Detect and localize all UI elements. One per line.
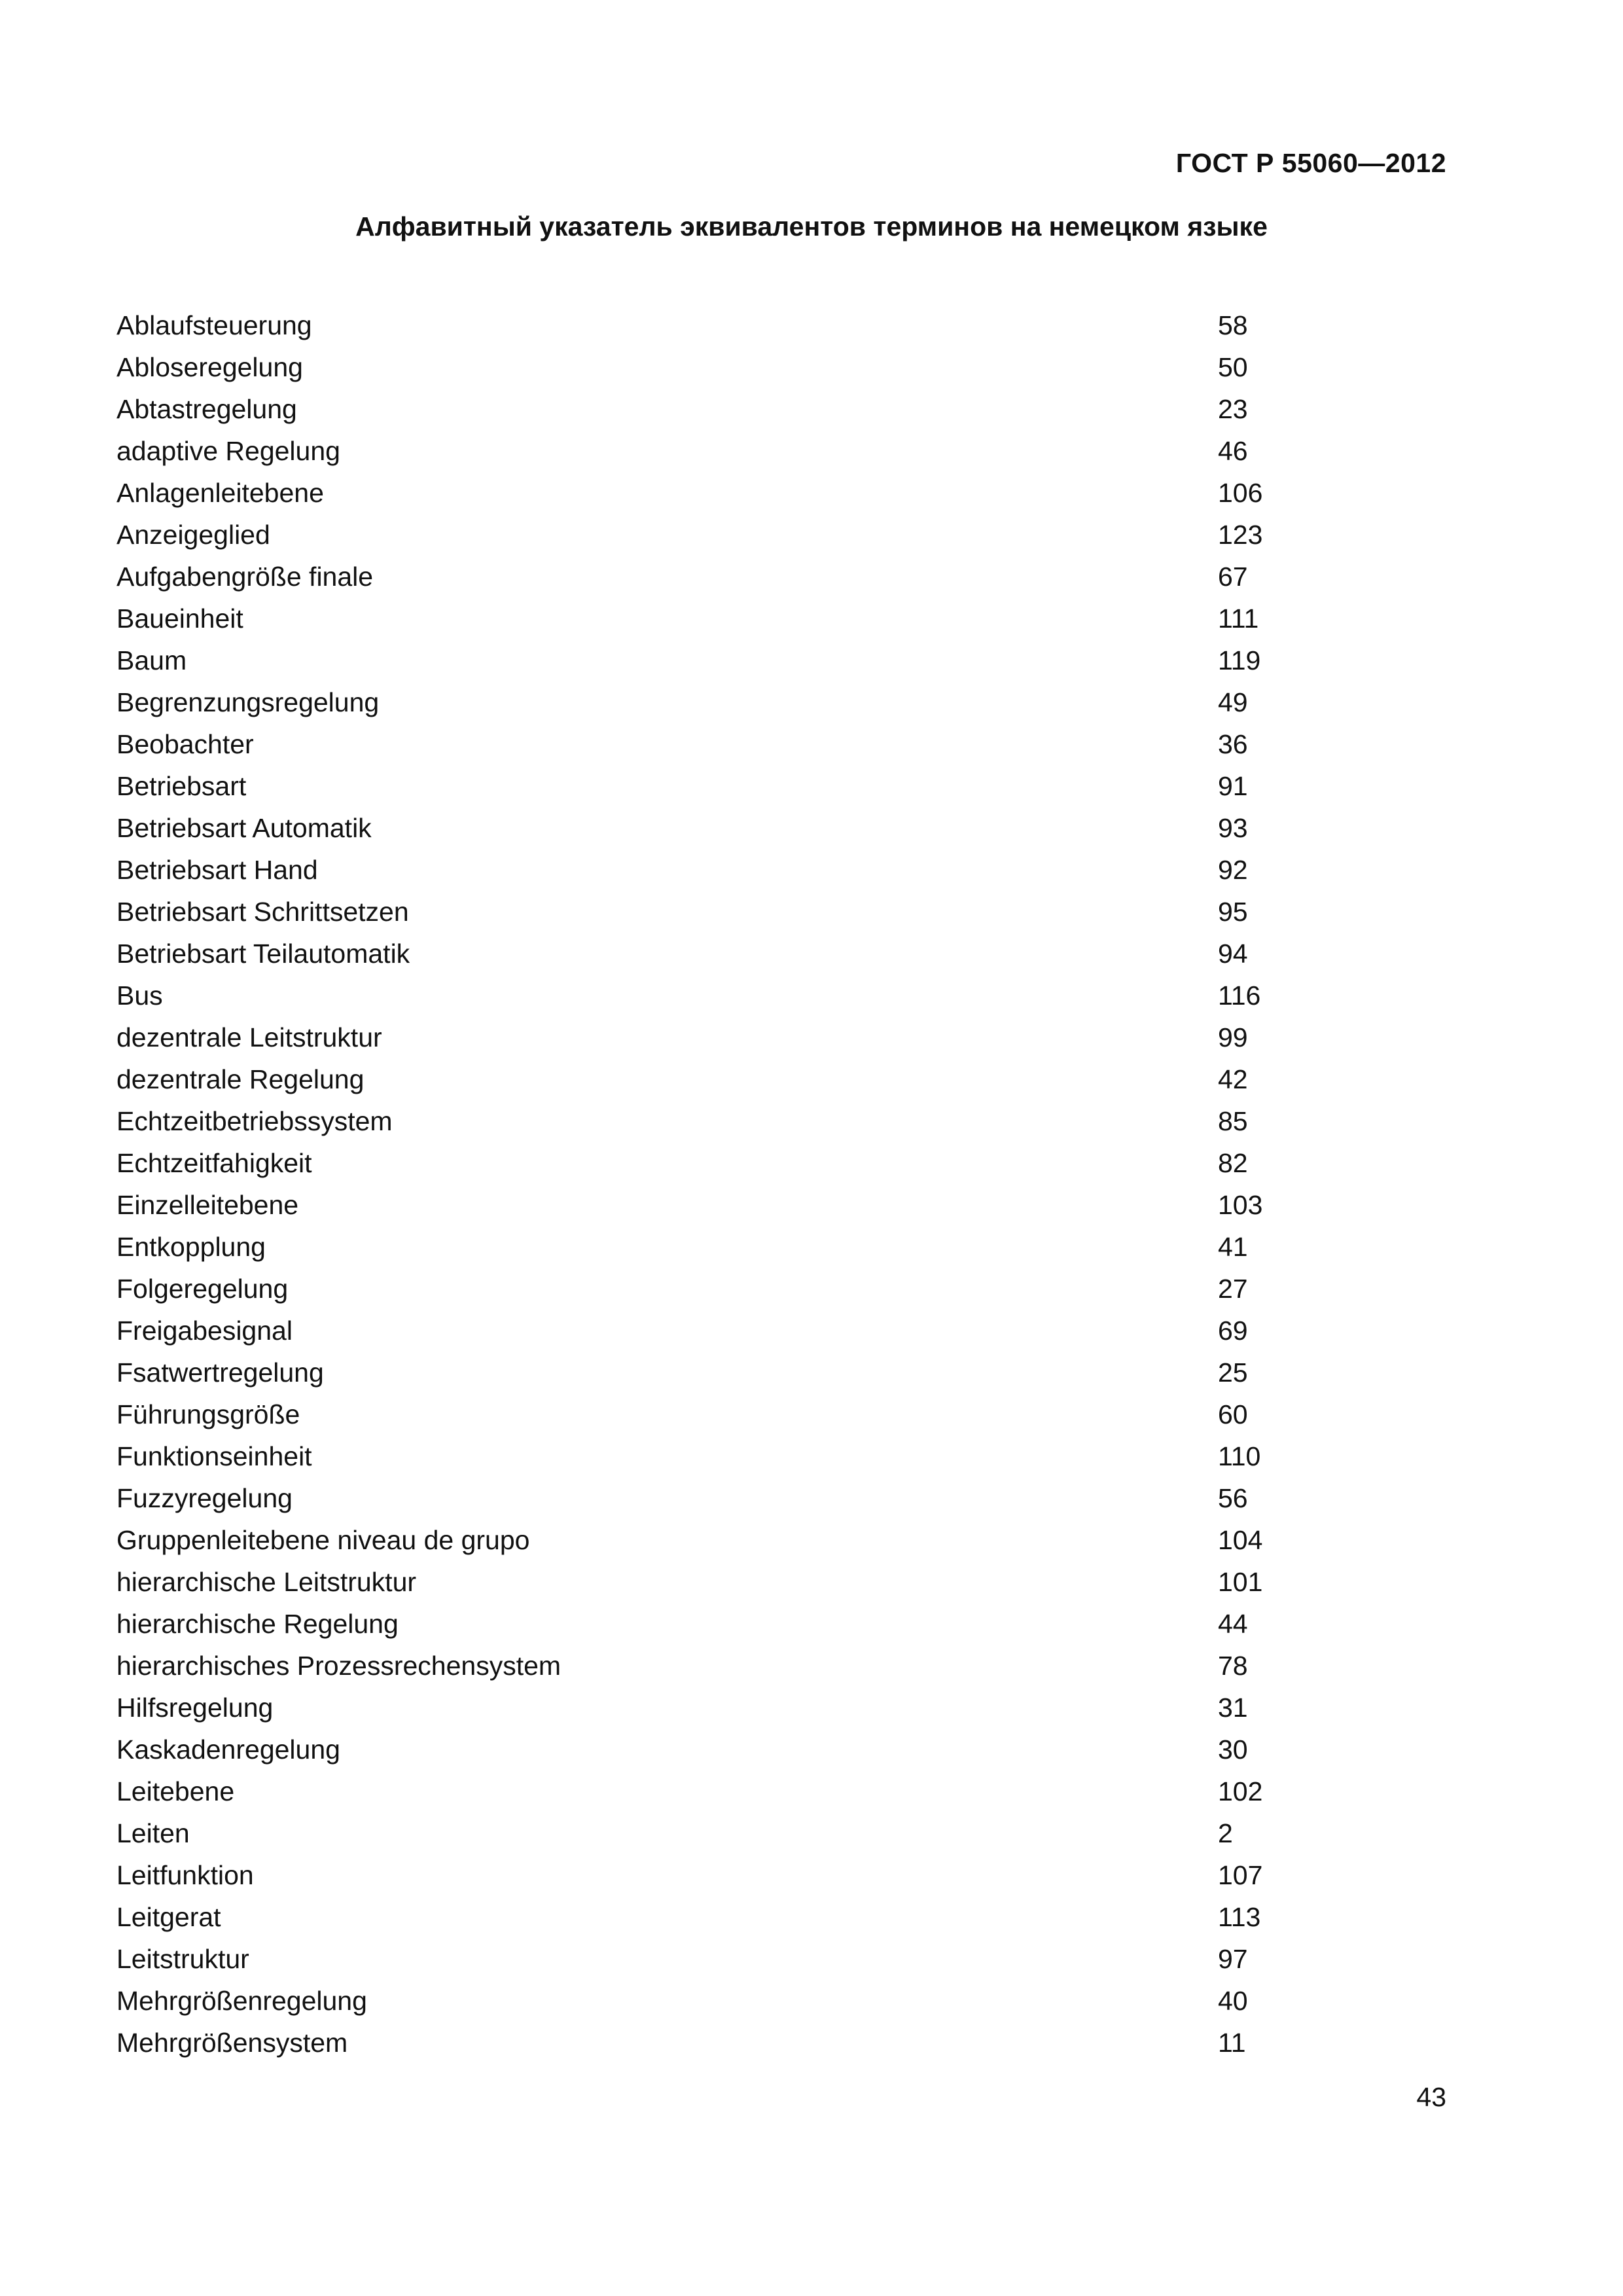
index-entry — [116, 1854, 1446, 1896]
index-term-number: 106 — [1218, 478, 1263, 508]
index-term-number: 91 — [1218, 771, 1248, 801]
index-term: Betriebsart Teilautomatik — [116, 939, 410, 969]
index-term: Baum — [116, 645, 187, 675]
index-entry — [116, 1142, 1446, 1184]
index-entry — [116, 933, 1446, 975]
index-term-number: 99 — [1218, 1022, 1248, 1052]
index-entry — [116, 1645, 1446, 1687]
index-entry — [116, 765, 1446, 807]
index-entry — [116, 430, 1446, 472]
index-term: Ablaufsteuerung — [116, 310, 312, 340]
index-term: Anlagenleitebene — [116, 478, 324, 508]
index-entry — [116, 807, 1446, 849]
index-entry — [116, 388, 1446, 430]
index-entry — [116, 639, 1446, 681]
index-entry — [116, 1352, 1446, 1393]
index-term: Beobachter — [116, 729, 254, 759]
index-term: Betriebsart Hand — [116, 855, 318, 885]
index-entry — [116, 1519, 1446, 1561]
index-term-number: 69 — [1218, 1316, 1248, 1346]
index-entry — [116, 1310, 1446, 1352]
index-term-number: 60 — [1218, 1399, 1248, 1429]
index-entry — [116, 556, 1446, 598]
index-term-number: 104 — [1218, 1525, 1263, 1555]
index-term: Kaskadenregelung — [116, 1734, 340, 1765]
index-term-number: 11 — [1218, 2028, 1246, 2058]
index-term-number: 94 — [1218, 939, 1248, 969]
index-term-number: 107 — [1218, 1860, 1263, 1890]
index-term: Leitgerat — [116, 1902, 221, 1932]
index-term-number: 101 — [1218, 1567, 1263, 1597]
index-entry — [116, 304, 1446, 346]
index-term: Echtzeitbetriebssystem — [116, 1106, 393, 1136]
index-entry — [116, 1687, 1446, 1729]
index-entry — [116, 1812, 1446, 1854]
index-term: hierarchische Regelung — [116, 1609, 399, 1639]
index-term-number: 40 — [1218, 1986, 1248, 2016]
index-entry — [116, 1435, 1446, 1477]
index-term-number: 103 — [1218, 1190, 1263, 1220]
index-entry — [116, 891, 1446, 933]
index-term: Hilfsregelung — [116, 1693, 274, 1723]
index-term: Fuzzyregelung — [116, 1483, 293, 1513]
index-term: Mehrgrößenregelung — [116, 1986, 367, 2016]
index-term: Folgeregelung — [116, 1274, 289, 1304]
index-entry — [116, 598, 1446, 639]
index-term-number: 44 — [1218, 1609, 1248, 1639]
index-term-number: 56 — [1218, 1483, 1248, 1513]
index-entry — [116, 472, 1446, 514]
index-term: Leitstruktur — [116, 1944, 249, 1974]
index-entry — [116, 2022, 1446, 2064]
index-term: Funktionseinheit — [116, 1441, 312, 1471]
index-term: Gruppenleitebene niveau de grupo — [116, 1525, 530, 1555]
index-term: Leitfunktion — [116, 1860, 254, 1890]
index-entry — [116, 849, 1446, 891]
index-term: Leiten — [116, 1818, 190, 1848]
index-entry — [116, 346, 1446, 388]
index-term-number: 110 — [1218, 1441, 1261, 1471]
index-term: Betriebsart — [116, 771, 247, 801]
index-entry — [116, 1980, 1446, 2022]
index-term: Begrenzungsregelung — [116, 687, 380, 717]
index-entry — [116, 514, 1446, 556]
index-term-number: 50 — [1218, 352, 1248, 382]
page-number: 43 — [1416, 2082, 1446, 2112]
index-term-number: 111 — [1218, 603, 1259, 634]
index-term-number: 85 — [1218, 1106, 1248, 1136]
index-term-number: 30 — [1218, 1734, 1248, 1765]
index-term-number: 41 — [1218, 1232, 1248, 1262]
index-term-number: 25 — [1218, 1357, 1248, 1388]
index-term: Aufgabengröße finale — [116, 562, 374, 592]
index-term-number: 27 — [1218, 1274, 1248, 1304]
index-entry — [116, 1393, 1446, 1435]
index-term-number: 78 — [1218, 1651, 1248, 1681]
index-term-number: 49 — [1218, 687, 1248, 717]
index-term-number: 97 — [1218, 1944, 1248, 1974]
index-term: Einzelleitebene — [116, 1190, 299, 1220]
index-term-number: 92 — [1218, 855, 1248, 885]
index-term-number: 67 — [1218, 562, 1248, 592]
index-term-number: 123 — [1218, 520, 1263, 550]
index-entry — [116, 1770, 1446, 1812]
index-entry — [116, 1268, 1446, 1310]
index-entry — [116, 1226, 1446, 1268]
index-term: hierarchische Leitstruktur — [116, 1567, 417, 1597]
index-term: hierarchisches Prozessrechensystem — [116, 1651, 562, 1681]
index-term-number: 82 — [1218, 1148, 1248, 1178]
document-code: ГОСТ Р 55060—2012 — [1175, 148, 1446, 178]
index-term-number: 42 — [1218, 1064, 1248, 1094]
index-term: Betriebsart Automatik — [116, 813, 372, 843]
index-entry — [116, 723, 1446, 765]
index-term-number: 58 — [1218, 310, 1248, 340]
index-term-number: 93 — [1218, 813, 1248, 843]
index-term: Freigabesignal — [116, 1316, 293, 1346]
index-term-number: 113 — [1218, 1902, 1261, 1932]
index-entry — [116, 1896, 1446, 1938]
index-term: Anzeigeglied — [116, 520, 270, 550]
index-term: Echtzeitfahigkeit — [116, 1148, 312, 1178]
index-entry — [116, 1058, 1446, 1100]
index-entry — [116, 1938, 1446, 1980]
index-term-number: 2 — [1218, 1818, 1233, 1848]
index-term-number: 31 — [1218, 1693, 1248, 1723]
index-term: adaptive Regelung — [116, 436, 340, 466]
index-term-number: 46 — [1218, 436, 1248, 466]
index-term-number: 119 — [1218, 645, 1261, 675]
index-term: Entkopplung — [116, 1232, 266, 1262]
index-entry — [116, 975, 1446, 1016]
index-term-number: 36 — [1218, 729, 1248, 759]
index-title: Алфавитный указатель эквивалентов терминов на немецком языке — [355, 211, 1268, 242]
index-term-number: 102 — [1218, 1776, 1263, 1806]
index-term: Baueinheit — [116, 603, 243, 634]
index-entry — [116, 1100, 1446, 1142]
index-term: dezentrale Leitstruktur — [116, 1022, 382, 1052]
index-entry — [116, 1184, 1446, 1226]
index-term: Betriebsart Schrittsetzen — [116, 897, 409, 927]
index-term: Abtastregelung — [116, 394, 297, 424]
index-term: Fsatwertregelung — [116, 1357, 324, 1388]
index-entry — [116, 1729, 1446, 1770]
index-entry — [116, 1016, 1446, 1058]
index-term-number: 116 — [1218, 980, 1261, 1011]
index-term: Abloseregelung — [116, 352, 303, 382]
index-term: Bus — [116, 980, 163, 1011]
index-entry — [116, 1561, 1446, 1603]
index-term-number: 23 — [1218, 394, 1248, 424]
index-term-number: 95 — [1218, 897, 1248, 927]
index-term: Leitebene — [116, 1776, 235, 1806]
index-list — [116, 304, 1446, 2064]
index-term: dezentrale Regelung — [116, 1064, 365, 1094]
index-term: Mehrgrößensystem — [116, 2028, 348, 2058]
index-entry — [116, 1477, 1446, 1519]
index-term: Führungsgröße — [116, 1399, 300, 1429]
index-entry — [116, 681, 1446, 723]
index-entry — [116, 1603, 1446, 1645]
